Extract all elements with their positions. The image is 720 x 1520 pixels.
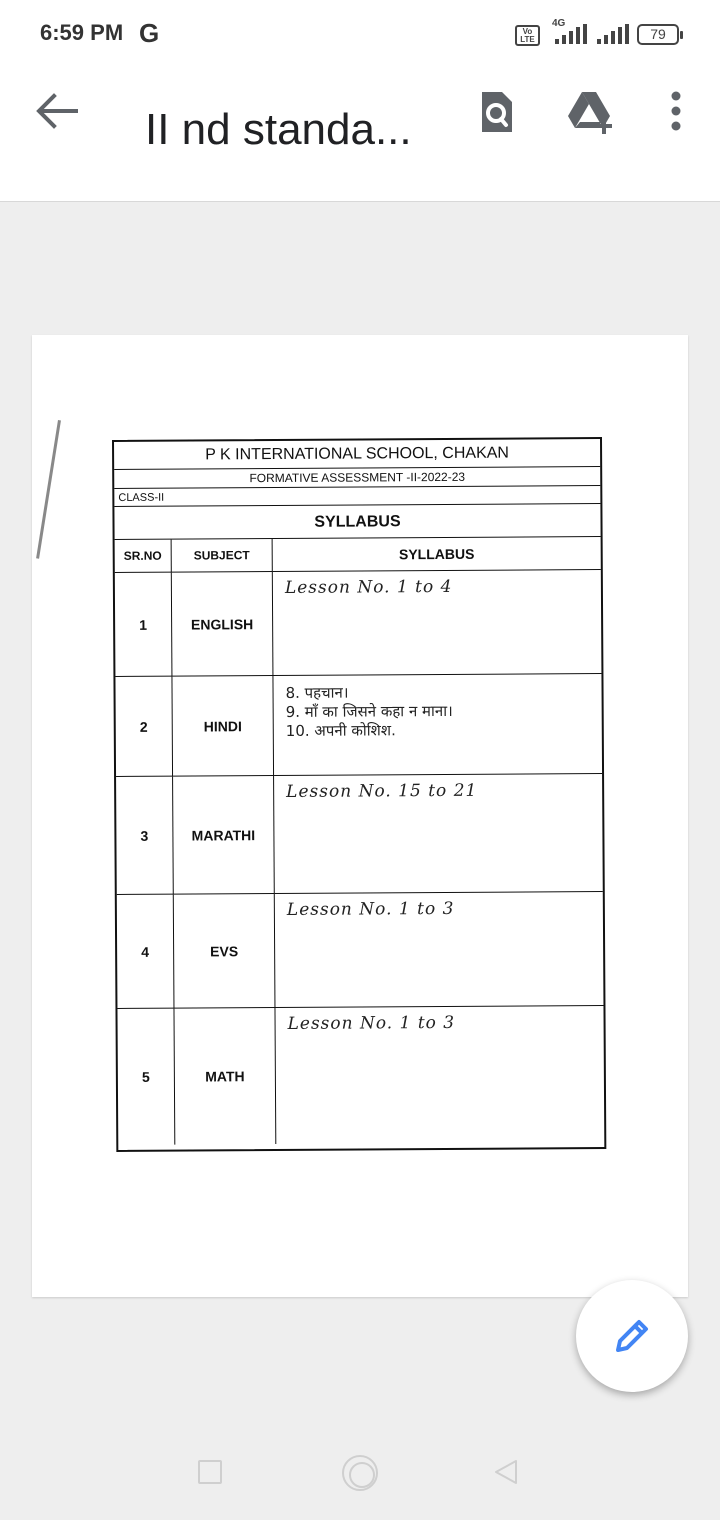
- app-bar: [0, 68, 720, 202]
- add-to-drive-button[interactable]: [566, 88, 618, 134]
- sr-no-cell: 1: [115, 573, 173, 677]
- subject-cell: HINDI: [172, 676, 274, 777]
- column-header: SR.NO: [115, 540, 172, 573]
- syllabus-cell: Lesson No. 1 to 3: [287, 1012, 456, 1034]
- syllabus-cell: Lesson No. 15 to 21: [274, 774, 603, 894]
- back-arrow-icon: [30, 90, 82, 132]
- syllabus-cell: Lesson No. 1 to 4: [273, 570, 602, 676]
- school-name: P K INTERNATIONAL SCHOOL, CHAKAN: [114, 439, 600, 470]
- subject-cell: MATH: [174, 1008, 276, 1145]
- class-label: CLASS-II: [114, 486, 600, 507]
- column-header: SYLLABUS: [273, 537, 601, 572]
- volte-icon: Vo LTE: [515, 25, 540, 46]
- sr-no-cell: 2: [115, 677, 173, 777]
- status-bar: [0, 0, 720, 68]
- more-vert-icon: [662, 90, 690, 134]
- sr-no-cell: 3: [116, 777, 174, 895]
- column-header: SUBJECT: [172, 539, 273, 573]
- system-back-button[interactable]: [492, 1458, 520, 1486]
- google-notification-icon: G: [139, 18, 160, 48]
- subject-cell: EVS: [174, 894, 276, 1009]
- status-time: 6:59 PM: [40, 20, 124, 45]
- document-title: II nd standa...: [145, 105, 412, 154]
- find-in-document-button[interactable]: [474, 88, 518, 138]
- syllabus-heading: SYLLABUS: [114, 504, 600, 540]
- subject-cell: ENGLISH: [172, 572, 274, 677]
- recent-apps-button[interactable]: [198, 1460, 222, 1484]
- network-type-label: 4G: [552, 18, 566, 29]
- syllabus-grid: [115, 537, 605, 1145]
- syllabus-table: [112, 437, 606, 1152]
- subject-cell: MARATHI: [173, 776, 275, 895]
- syllabus-cell: Lesson No. 1 to 3: [275, 892, 604, 1008]
- sr-no-cell: 5: [117, 1009, 175, 1145]
- hindi-lesson-line: 10. अपनी कोशिश.: [285, 721, 396, 740]
- more-options-button[interactable]: [662, 90, 690, 134]
- hindi-lesson-line: 8. पहचान।: [285, 683, 349, 702]
- edit-fab-button[interactable]: [576, 1280, 688, 1392]
- signal-sim1-icon: [555, 24, 587, 44]
- back-button[interactable]: [30, 90, 82, 132]
- hindi-lesson-line: 9. माँ का जिसने कहा न माना।: [285, 701, 453, 721]
- back-triangle-icon: [492, 1458, 520, 1486]
- syllabus-cell: [273, 674, 602, 776]
- system-nav-bar: [0, 1420, 720, 1520]
- sr-no-cell: 4: [117, 895, 175, 1009]
- home-button[interactable]: [342, 1455, 378, 1491]
- pencil-icon: [612, 1316, 652, 1356]
- add-to-drive-icon: [566, 88, 618, 134]
- battery-icon: 79: [637, 24, 679, 45]
- signal-sim2-icon: [597, 24, 629, 44]
- find-in-document-icon: [474, 88, 518, 138]
- assessment-title: FORMATIVE ASSESSMENT -II-2022-23: [114, 467, 600, 489]
